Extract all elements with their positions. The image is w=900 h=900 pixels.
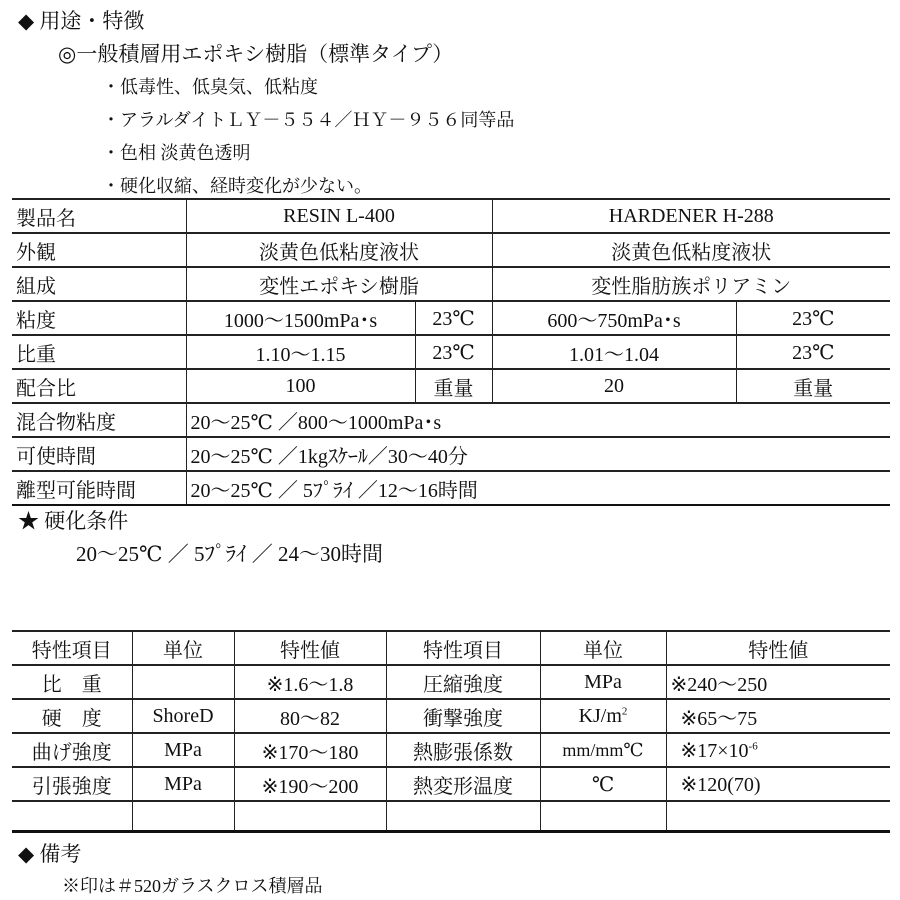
demold-time: 20～25℃ ／ 5ﾌﾟﾗｲ ／12～16時間 bbox=[186, 471, 890, 505]
table-row bbox=[12, 733, 890, 767]
table-cell bbox=[666, 801, 890, 832]
feature-bullet: ・色相 淡黄色透明 bbox=[102, 143, 251, 163]
table-row bbox=[12, 471, 890, 505]
table-cell bbox=[234, 801, 386, 832]
resin-viscosity-temp: 23℃ bbox=[415, 301, 492, 335]
column-header: 特性項目 bbox=[12, 631, 132, 665]
notes-heading bbox=[18, 838, 81, 868]
diamond-icon: ◆ bbox=[18, 842, 35, 866]
table-cell bbox=[132, 801, 234, 832]
resin-appearance: 淡黄色低粘度液状 bbox=[186, 233, 492, 267]
mix-viscosity: 20～25℃ ／800～1000mPa･s bbox=[186, 403, 890, 437]
table-cell bbox=[386, 801, 540, 832]
row-label: 比重 bbox=[12, 335, 186, 369]
resin-ratio-unit: 重量 bbox=[415, 369, 492, 403]
column-header: 特性項目 bbox=[386, 631, 540, 665]
table-cell bbox=[132, 665, 234, 699]
unit-text: KJ/m bbox=[578, 704, 622, 727]
row-label: 組成 bbox=[12, 267, 186, 301]
pot-life: 20～25℃ ／1kgｽｹｰﾙ／30～40分 bbox=[186, 437, 890, 471]
hardener-name: HARDENER H-288 bbox=[492, 199, 890, 233]
feature-bullet: ・アラルダイトＬＹ－５５４／ＨＹ－９５６同等品 bbox=[102, 110, 515, 130]
resin-viscosity: 1000～1500mPa･s bbox=[186, 301, 415, 335]
table-cell: mm/mm℃ bbox=[540, 733, 666, 767]
table-cell: ※65～75 bbox=[666, 699, 890, 733]
diamond-icon: ◆ bbox=[18, 9, 35, 33]
table-cell bbox=[540, 699, 666, 733]
column-header: 単位 bbox=[132, 631, 234, 665]
row-label: 粘度 bbox=[12, 301, 186, 335]
hardener-composition: 変性脂肪族ポリアミン bbox=[492, 267, 890, 301]
column-header: 特性値 bbox=[666, 631, 890, 665]
cure-title: 硬化条件 bbox=[44, 509, 129, 533]
table-cell: 熱膨張係数 bbox=[386, 733, 540, 767]
superscript: 2 bbox=[621, 704, 628, 717]
row-label: 外観 bbox=[12, 233, 186, 267]
table-cell: ※190～200 bbox=[234, 767, 386, 801]
resin-composition: 変性エポキシ樹脂 bbox=[186, 267, 492, 301]
table-row bbox=[12, 699, 890, 733]
notes-title: 備考 bbox=[39, 842, 82, 866]
row-label: 製品名 bbox=[12, 199, 186, 233]
table-cell: 比 重 bbox=[12, 665, 132, 699]
column-header: 特性値 bbox=[234, 631, 386, 665]
hardener-gravity-temp: 23℃ bbox=[736, 335, 890, 369]
table-row-empty bbox=[12, 801, 890, 832]
properties-table bbox=[12, 630, 890, 833]
notes-text: ※印は＃520ガラスクロス積層品 bbox=[62, 876, 323, 896]
table-cell: ※240～250 bbox=[666, 665, 890, 699]
section-heading-usage bbox=[18, 5, 144, 35]
cure-conditions: 20～25℃ ／ 5ﾌﾟﾗｲ ／ 24～30時間 bbox=[76, 542, 383, 566]
spec-table bbox=[12, 198, 890, 506]
resin-ratio: 100 bbox=[186, 369, 415, 403]
table-cell: 曲げ強度 bbox=[12, 733, 132, 767]
table-cell: ℃ bbox=[540, 767, 666, 801]
table-row bbox=[12, 767, 890, 801]
cure-heading bbox=[18, 505, 128, 535]
table-cell: 衝撃強度 bbox=[386, 699, 540, 733]
table-cell: ※170～180 bbox=[234, 733, 386, 767]
table-cell: MPa bbox=[132, 767, 234, 801]
table-cell: 圧縮強度 bbox=[386, 665, 540, 699]
table-row bbox=[12, 233, 890, 267]
table-cell bbox=[12, 801, 132, 832]
table-cell bbox=[540, 801, 666, 832]
row-label: 配合比 bbox=[12, 369, 186, 403]
resin-gravity-temp: 23℃ bbox=[415, 335, 492, 369]
resin-gravity: 1.10～1.15 bbox=[186, 335, 415, 369]
row-label: 混合物粘度 bbox=[12, 403, 186, 437]
table-cell: MPa bbox=[540, 665, 666, 699]
table-cell: ShoreD bbox=[132, 699, 234, 733]
resin-name: RESIN L-400 bbox=[186, 199, 492, 233]
hardener-viscosity: 600～750mPa･s bbox=[492, 301, 736, 335]
feature-bullet: ・硬化収縮、経時変化が少ない。 bbox=[102, 176, 372, 196]
hardener-ratio-unit: 重量 bbox=[736, 369, 890, 403]
section-title: 用途・特徴 bbox=[39, 9, 145, 33]
hardener-ratio: 20 bbox=[492, 369, 736, 403]
row-label: 可使時間 bbox=[12, 437, 186, 471]
row-label: 離型可能時間 bbox=[12, 471, 186, 505]
table-cell: 引張強度 bbox=[12, 767, 132, 801]
hardener-viscosity-temp: 23℃ bbox=[736, 301, 890, 335]
table-row bbox=[12, 199, 890, 233]
table-row bbox=[12, 267, 890, 301]
hardener-gravity: 1.01～1.04 bbox=[492, 335, 736, 369]
table-header-row bbox=[12, 631, 890, 665]
hardener-appearance: 淡黄色低粘度液状 bbox=[492, 233, 890, 267]
table-cell: ※1.6～1.8 bbox=[234, 665, 386, 699]
table-cell: MPa bbox=[132, 733, 234, 767]
table-row bbox=[12, 665, 890, 699]
superscript: -6 bbox=[748, 739, 758, 752]
feature-bullet: ・低毒性、低臭気、低粘度 bbox=[102, 77, 318, 97]
table-cell: 熱変形温度 bbox=[386, 767, 540, 801]
table-cell: 80～82 bbox=[234, 699, 386, 733]
table-row bbox=[12, 301, 890, 335]
table-row bbox=[12, 335, 890, 369]
column-header: 単位 bbox=[540, 631, 666, 665]
table-cell bbox=[666, 733, 890, 767]
table-cell: 硬 度 bbox=[12, 699, 132, 733]
star-icon: ★ bbox=[18, 509, 39, 533]
table-row bbox=[12, 437, 890, 471]
product-subtitle: ◎一般積層用エポキシ樹脂（標準タイプ） bbox=[58, 42, 454, 66]
value-text: ※17×10 bbox=[680, 739, 749, 762]
table-row bbox=[12, 403, 890, 437]
table-cell: ※120(70) bbox=[666, 767, 890, 801]
table-row bbox=[12, 369, 890, 403]
